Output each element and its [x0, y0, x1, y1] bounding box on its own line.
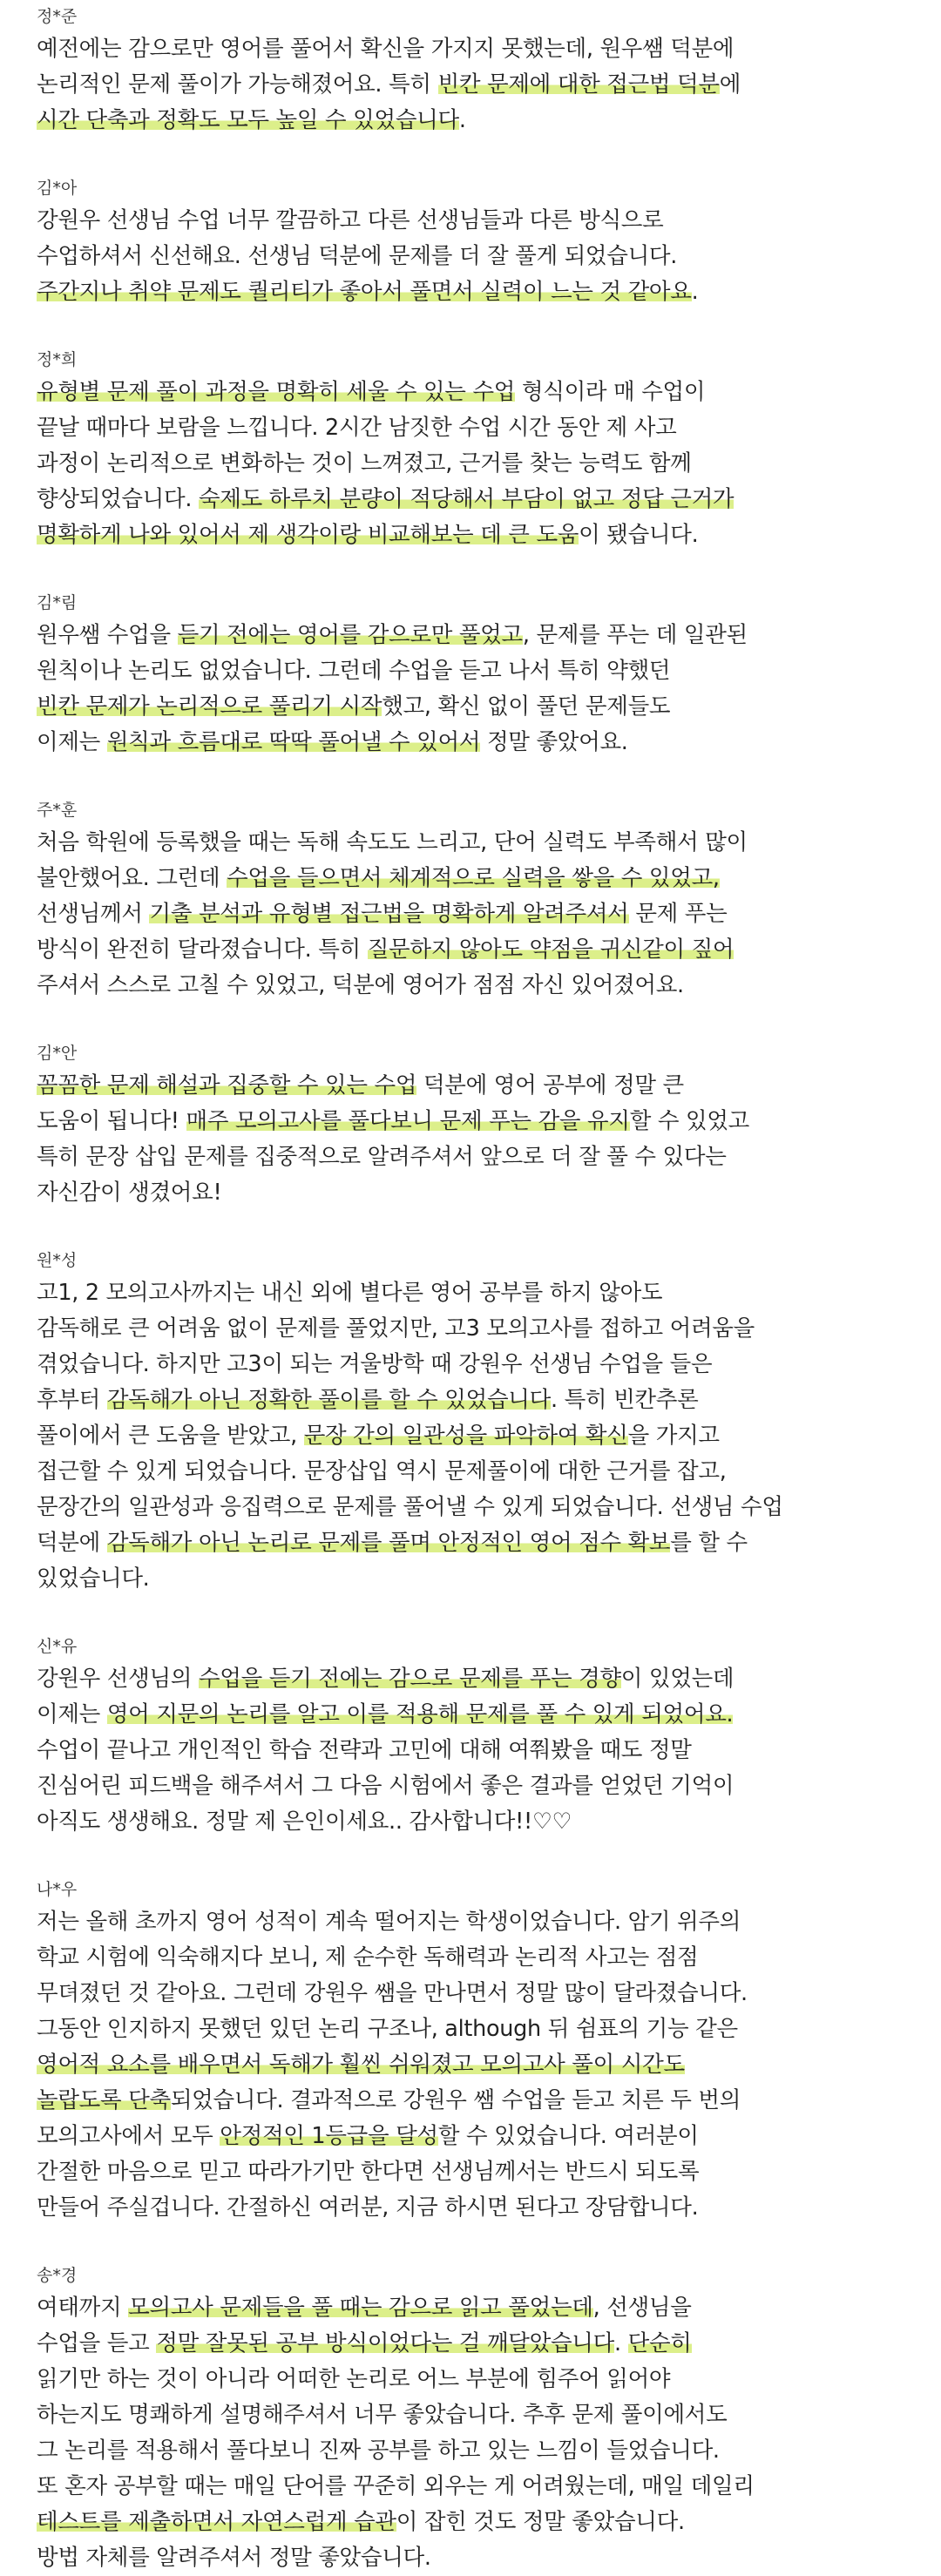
review-text: 덕분에 영어 공부에 정말 큰: [416, 1072, 684, 1099]
review-item: [37, 1042, 904, 1211]
review-line: [37, 1490, 904, 1525]
review-body: [37, 1661, 904, 1840]
review-text: 할 수 있었습니다. 여러분이: [437, 2123, 699, 2149]
review-body: [37, 31, 904, 139]
reviewer-name: 송*경: [37, 2266, 78, 2285]
highlighted-text: 매주 모의고사를 풀다보니 문제 푸는 감을 유지: [186, 1108, 630, 1134]
review-text: 문제 푸는: [628, 901, 728, 927]
review-text: 이제는: [37, 729, 107, 755]
review-line: [37, 2433, 904, 2469]
highlighted-text: 명확하게 나와 있어서 제 생각이랑 비교해보는 데 큰 도움: [37, 522, 579, 548]
highlighted-text: 듣기 전에는 영어를 감으로만 풀었고: [177, 622, 523, 648]
reviewer-name: 주*훈: [37, 801, 78, 820]
reviewer-name: 원*성: [37, 1251, 78, 1270]
review-text: 여태까지: [37, 2295, 129, 2321]
review-line: [37, 375, 904, 410]
review-text: 이 잡힌 것도 정말 좋았습니다.: [396, 2509, 685, 2535]
review-item: [37, 5, 904, 139]
highlighted-text: 단순히: [627, 2330, 692, 2356]
review-text: 논리적인 문제 풀이가 가능해졌어요. 특히: [37, 71, 438, 98]
review-text: 이 있었는데: [620, 1666, 735, 1692]
review-text: 저는 올해 초까지 영어 성적이 계속 떨어지는 학생이었습니다. 암기 위주의: [37, 1909, 741, 1935]
review-text: 학교 시험에 익숙해지다 보니, 제 순수한 독해력과 논리적 사고는 점점: [37, 1944, 699, 1971]
review-text: 도움이 됩니다!: [37, 1108, 186, 1134]
highlighted-text: 모의고사 문제들을 풀 때는 감으로 읽고 풀었는데: [128, 2295, 593, 2321]
review-text: 불안했어요. 그런데: [37, 865, 227, 891]
review-text: 방법 자체를 알려주셔서 정말 좋았습니다.: [37, 2545, 431, 2571]
review-text: , 문제를 푸는 데 일관된: [522, 622, 748, 648]
review-line: [37, 2469, 904, 2505]
highlighted-text: 테스트를 제출하면서 자연스럽게 습관: [37, 2509, 396, 2535]
review-line: [37, 1311, 904, 1347]
review-text: 풀이에서 큰 도움을 받았고,: [37, 1423, 304, 1449]
highlighted-text: 질문하지 않아도 약점을 귀신같이 짚어: [367, 936, 735, 963]
review-text: 겪었습니다. 하지만 고3이 되는 겨울방학 때 강원우 선생님 수업을 들은: [37, 1351, 713, 1377]
review-line: [37, 1940, 904, 1976]
review-text: 과정이 논리적으로 변화하는 것이 느껴졌고, 근거를 찾는 능력도 함께: [37, 450, 692, 477]
review-body: [37, 203, 904, 310]
review-text: .: [613, 2330, 628, 2356]
review-text: 수업하셔서 신선해요. 선생님 덕분에 문제를 더 잘 풀게 되었습니다.: [37, 243, 678, 269]
review-line: [37, 239, 904, 274]
review-text: 끝날 때마다 보람을 느낍니다. 2시간 남짓한 수업 시간 동안 제 사고: [37, 415, 677, 441]
review-line: [37, 2397, 904, 2433]
review-line: [37, 1525, 904, 1561]
review-line: [37, 1175, 904, 1211]
review-text: 향상되었습니다.: [37, 486, 199, 512]
review-text: 정말 좋았어요.: [480, 729, 628, 755]
review-text: 주셔서 스스로 고칠 수 있었고, 덕분에 영어가 점점 자신 있어졌어요.: [37, 972, 684, 998]
highlighted-text: 정말 잘못된 공부 방식이었다는 걸 깨달았습니다: [156, 2330, 614, 2356]
review-line: [37, 1804, 904, 1840]
review-line: [37, 1976, 904, 2011]
review-text: 할 수 있었고: [629, 1108, 749, 1134]
review-text: 읽기만 하는 것이 아니라 어떠한 논리로 어느 부분에 힘주어 읽어야: [37, 2366, 671, 2392]
review-text: 후부터: [37, 1387, 107, 1413]
review-line: [37, 1068, 904, 1104]
review-text: 접근할 수 있게 되었습니다. 문장삽입 역시 문제풀이에 대한 근거를 잡고,: [37, 1458, 727, 1484]
review-item: [37, 2264, 904, 2576]
review-line: [37, 1418, 904, 1454]
review-item: [37, 1635, 904, 1840]
highlighted-text: 놀랍도록 단축: [37, 2087, 171, 2113]
review-text: . 특히 빈칸추론: [550, 1387, 699, 1413]
highlighted-text: 주간지나 취약 문제도 퀄리티가 좋아서 풀면서 실력이 느는 것 같아요: [37, 279, 692, 305]
review-line: [37, 932, 904, 968]
review-line: [37, 1454, 904, 1490]
highlighted-text: 안정적인 1등급을 달성: [220, 2123, 438, 2149]
reviewer-name: 나*우: [37, 1880, 78, 1899]
review-line: [37, 2190, 904, 2226]
review-line: [37, 1104, 904, 1139]
review-item: [37, 1249, 904, 1597]
review-text: 간절한 마음으로 믿고 따라가기만 한다면 선생님께서는 반드시 되도록: [37, 2159, 700, 2185]
review-text: , 선생님을: [592, 2295, 692, 2321]
review-line: [37, 861, 904, 896]
review-line: [37, 1768, 904, 1804]
review-text: 원우쌤 수업을: [37, 622, 178, 648]
review-text: 문장간의 일관성과 응집력으로 문제를 풀어낼 수 있게 되었습니다. 선생님 수업: [37, 1494, 783, 1520]
review-text: 아직도 생생해요. 정말 제 은인이세요.. 감사합니다!!♡♡: [37, 1809, 572, 1835]
review-text: 방식이 완전히 달라졌습니다. 특히: [37, 936, 368, 963]
review-line: [37, 274, 904, 310]
review-line: [37, 725, 904, 761]
review-text: 강원우 선생님의: [37, 1666, 199, 1692]
review-line: [37, 2154, 904, 2190]
reviewer-name: 신*유: [37, 1637, 78, 1656]
review-line: [37, 653, 904, 689]
highlighted-text: 빈칸 문제에 대한 접근법 덕분: [437, 71, 720, 98]
review-line: [37, 482, 904, 517]
review-text: 처음 학원에 등록했을 때는 독해 속도도 느리고, 단어 실력도 부족해서 많이: [37, 829, 748, 855]
review-text: 고1, 2 모의고사까지는 내신 외에 별다른 영어 공부를 하지 않아도: [37, 1280, 663, 1306]
review-item: [37, 348, 904, 553]
review-text: 자신감이 생겼어요!: [37, 1180, 222, 1206]
review-line: [37, 618, 904, 653]
highlighted-text: 감독해가 아닌 논리로 문제를 풀며 안정적인 영어 점수 확보: [106, 1530, 671, 1556]
review-line: [37, 1561, 904, 1597]
review-body: [37, 2290, 904, 2576]
review-text: 예전에는 감으로만 영어를 풀어서 확신을 가지지 못했는데, 원우쌤 덕분에: [37, 36, 735, 62]
highlighted-text: 영어적 요소를 배우면서 독해가 훨씬 쉬워졌고 모의고사 풀이 시간도: [37, 2052, 685, 2078]
review-line: [37, 410, 904, 446]
review-text: .: [458, 107, 466, 133]
review-text: 강원우 선생님 수업 너무 깔끔하고 다른 선생님들과 다른 방식으로: [37, 207, 664, 233]
review-text: 모의고사에서 모두: [37, 2123, 220, 2149]
review-line: [37, 2505, 904, 2540]
review-text: 그 논리를 적용해서 풀다보니 진짜 공부를 하고 있는 느낌이 들었습니다.: [37, 2437, 720, 2464]
review-text: 진심어린 피드백을 해주셔서 그 다음 시험에서 좋은 결과를 얻었던 기억이: [37, 1773, 735, 1799]
review-item: [37, 177, 904, 310]
review-text: 또 혼자 공부할 때는 매일 단어를 꾸준히 외우는 게 어려웠는데, 매일 데일리: [37, 2473, 755, 2499]
review-line: [37, 825, 904, 861]
review-text: 이제는: [37, 1701, 107, 1727]
reviewer-name: 김*림: [37, 593, 78, 612]
review-line: [37, 67, 904, 103]
review-text: 특히 문장 삽입 문제를 집중적으로 알려주셔서 앞으로 더 잘 풀 수 있다는: [37, 1144, 727, 1170]
review-text: 을 가지고: [627, 1423, 720, 1449]
review-text: 하는지도 명쾌하게 설명해주셔서 너무 좋았습니다. 추후 문제 풀이에서도: [37, 2402, 728, 2428]
review-line: [37, 2290, 904, 2326]
review-line: [37, 896, 904, 932]
review-item: [37, 1878, 904, 2226]
review-line: [37, 1733, 904, 1768]
review-line: [37, 2326, 904, 2362]
review-text: 선생님께서: [37, 901, 150, 927]
review-line: [37, 2011, 904, 2047]
review-body: [37, 1275, 904, 1597]
review-text: 이 됐습니다.: [579, 522, 699, 548]
review-line: [37, 103, 904, 139]
review-text: 수업이 끝나고 개인적인 학습 전략과 고민에 대해 여쭤봤을 때도 정말: [37, 1737, 692, 1763]
review-text: 감독해로 큰 어려움 없이 문제를 풀었지만, 고3 모의고사를 접하고 어려움을: [37, 1315, 755, 1342]
review-body: [37, 375, 904, 553]
reviewer-name: 김*안: [37, 1044, 78, 1063]
review-line: [37, 2083, 904, 2119]
highlighted-text: 유형별 문제 풀이 과정을 명확히 세울 수 있는 수업: [37, 379, 516, 405]
highlighted-text: 감독해가 아닌 정확한 풀이를 할 수 있었습니다: [106, 1387, 551, 1413]
review-line: [37, 203, 904, 239]
highlighted-text: 기출 분석과 유형별 접근법을 명확하게 알려주셔서: [149, 901, 629, 927]
reviewer-name: 김*아: [37, 179, 78, 198]
highlighted-text: 원칙과 흐름대로 딱딱 풀어낼 수 있어서: [106, 729, 481, 755]
highlighted-text: 꼼꼼한 문제 해설과 집중할 수 있는 수업: [37, 1072, 417, 1099]
review-text: 그동안 인지하지 못했던 있던 논리 구조나, although 뒤 쉼표의 기능 같은: [37, 2016, 738, 2042]
highlighted-text: 수업을 들으면서 체계적으로 실력을 쌓을 수 있었고,: [227, 865, 720, 891]
highlighted-text: 시간 단축과 정확도 모두 높일 수 있었습니다: [37, 107, 459, 133]
review-line: [37, 1347, 904, 1383]
review-text: 덕분에: [37, 1530, 107, 1556]
review-body: [37, 825, 904, 1004]
highlighted-text: 숙제도 하루치 분량이 적당해서 부담이 없고 정답 근거가: [198, 486, 735, 512]
review-line: [37, 517, 904, 553]
review-line: [37, 1697, 904, 1733]
review-text: 만들어 주실겁니다. 간절하신 여러분, 지금 하시면 된다고 장담합니다.: [37, 2194, 699, 2221]
review-body: [37, 1068, 904, 1211]
review-text: 에: [719, 71, 741, 98]
review-line: [37, 2119, 904, 2154]
review-line: [37, 2362, 904, 2397]
highlighted-text: 영어 지문의 논리를 알고 이를 적용해 문제를 풀 수 있게 되었어요.: [106, 1701, 734, 1727]
reviewer-name: 정*준: [37, 7, 78, 26]
review-item: [37, 592, 904, 761]
review-text: 수업을 듣고: [37, 2330, 157, 2356]
reviewer-name: 정*희: [37, 350, 78, 369]
review-line: [37, 689, 904, 725]
review-text: 무뎌졌던 것 같아요. 그런데 강원우 쌤을 만나면서 정말 많이 달라졌습니다.: [37, 1980, 748, 2006]
highlighted-text: 수업을 듣기 전에는 감으로 문제를 푸는 경향: [198, 1666, 621, 1692]
review-text: 원칙이나 논리도 없었습니다. 그런데 수업을 듣고 나서 특히 약했던: [37, 658, 671, 684]
review-body: [37, 1904, 904, 2226]
review-line: [37, 968, 904, 1004]
review-line: [37, 1139, 904, 1175]
review-text: 형식이라 매 수업이: [515, 379, 706, 405]
review-line: [37, 2047, 904, 2083]
review-line: [37, 1904, 904, 1940]
review-text: 되었습니다. 결과적으로 강원우 쌤 수업을 듣고 치른 두 번의: [170, 2087, 741, 2113]
review-text: 했고, 확신 없이 풀던 문제들도: [382, 693, 671, 720]
review-item: [37, 799, 904, 1004]
review-body: [37, 618, 904, 761]
review-line: [37, 2540, 904, 2576]
review-text: 를 할 수: [670, 1530, 748, 1556]
review-text: .: [691, 279, 699, 305]
review-line: [37, 1383, 904, 1418]
highlighted-text: 문장 간의 일관성을 파악하여 확신: [303, 1423, 628, 1449]
highlighted-text: 빈칸 문제가 논리적으로 풀리기 시작: [37, 693, 382, 720]
review-line: [37, 446, 904, 482]
review-line: [37, 31, 904, 67]
review-line: [37, 1661, 904, 1697]
review-line: [37, 1275, 904, 1311]
review-text: 있었습니다.: [37, 1565, 150, 1592]
